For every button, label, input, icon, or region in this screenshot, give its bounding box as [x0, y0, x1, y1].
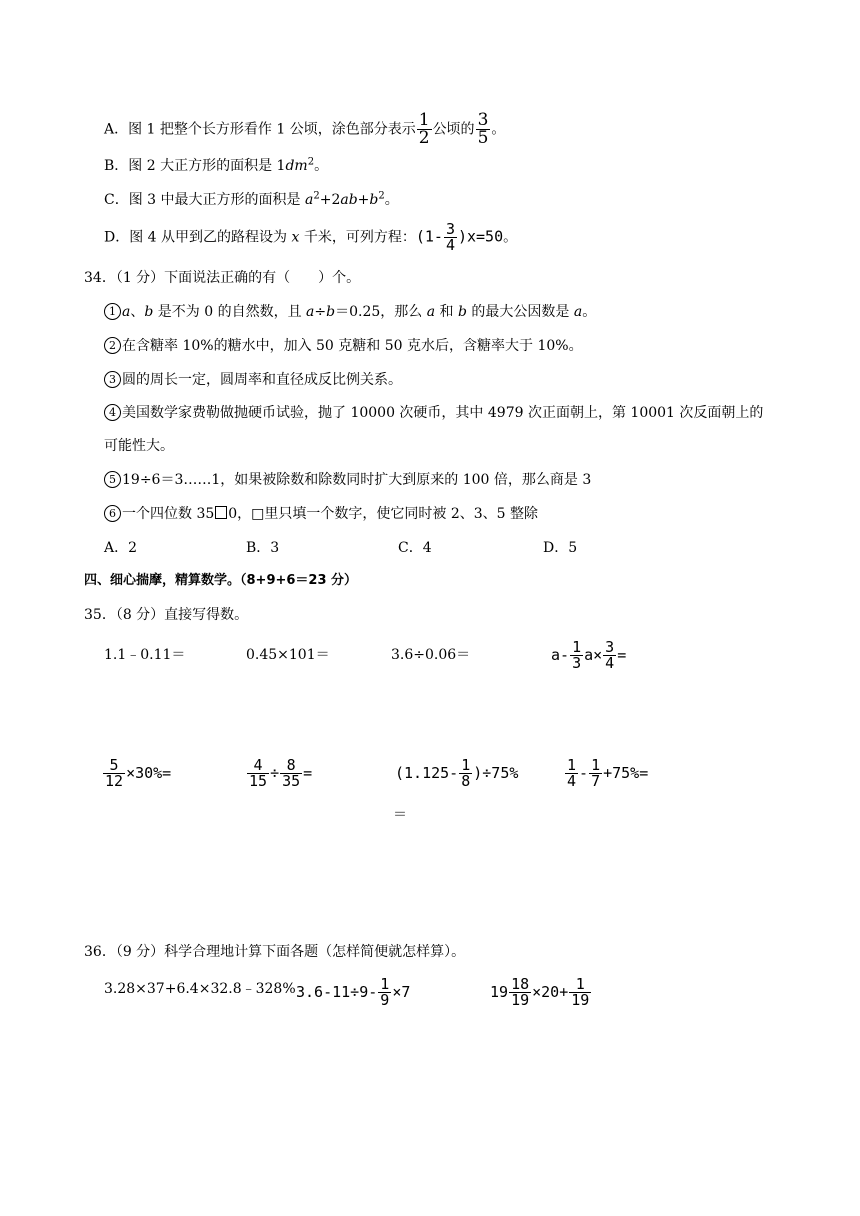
- statement-text: 19÷6＝3……1，如果被除数和除数同时扩大到原来的 100 倍，那么商是 3: [122, 472, 592, 488]
- q34-statement-1: [104, 302, 596, 322]
- statement-text: 圆的周长一定，圆周率和直径成反比例关系。: [122, 372, 402, 388]
- fraction-denominator: 4: [605, 654, 615, 672]
- fraction-numerator: 1: [567, 756, 577, 774]
- fraction-numerator: 4: [247, 758, 269, 774]
- fraction: [103, 758, 125, 789]
- expr-part: ×7: [392, 983, 411, 1001]
- var-a: a: [306, 304, 315, 320]
- q34-choice-d[interactable]: D．5: [543, 540, 578, 556]
- fraction: [378, 977, 391, 1008]
- expr-part: ÷: [270, 764, 280, 782]
- q33-option-d: [104, 222, 517, 253]
- fraction: [569, 977, 591, 1008]
- plus-2: +2: [319, 192, 341, 208]
- fraction: [565, 758, 578, 789]
- q34-statement-4-line2: 可能性大。: [104, 438, 174, 454]
- expr-part: a×: [584, 646, 603, 664]
- fraction-denominator: 12: [105, 772, 124, 790]
- fraction-denominator: 8: [461, 772, 471, 790]
- q34-choice-b[interactable]: B．3: [246, 540, 280, 556]
- expr-part: +75%=: [603, 764, 649, 782]
- fraction-numerator: 3: [445, 220, 455, 238]
- var-b: b: [144, 304, 154, 320]
- fraction-denominator: 35: [282, 772, 301, 790]
- fraction-numerator: 18: [511, 975, 530, 993]
- q35-expr-5: [102, 758, 171, 789]
- fraction-denominator: 4: [445, 236, 455, 254]
- q35-expr-8: [564, 758, 648, 789]
- option-d-end: 。: [503, 229, 518, 246]
- superscript: 2: [313, 190, 320, 202]
- circled-number: 2: [104, 337, 121, 354]
- superscript: 2: [307, 156, 315, 168]
- q36-header: 36．（9 分）科学合理地计算下面各题（怎样简便就怎样算）。: [84, 944, 466, 960]
- fraction: [247, 758, 269, 789]
- fraction: [280, 758, 302, 789]
- statement-text: 0，□里只填一个数字，使它同时被 2、3、5 整除: [228, 506, 539, 522]
- circled-number: 4: [104, 404, 121, 421]
- fraction: [570, 640, 583, 671]
- circled-number: 6: [104, 505, 121, 522]
- fraction: [459, 758, 472, 789]
- fraction-denominator: 4: [567, 772, 577, 790]
- fraction-numerator: 1: [569, 977, 591, 993]
- fraction-numerator: 1: [380, 975, 390, 993]
- q34-statement-2: [104, 336, 583, 356]
- expr-part: ×30%=: [126, 764, 172, 782]
- q34-header: 34．（1 分）下面说法正确的有（ ）个。: [84, 270, 361, 286]
- fraction-denominator: 7: [591, 772, 601, 790]
- superscript: 2: [378, 190, 385, 202]
- option-c-end: 。: [384, 192, 399, 208]
- fraction: [589, 758, 602, 789]
- fraction-numerator: 5: [103, 758, 125, 774]
- equation-part: (1-: [415, 227, 443, 246]
- q36-expr-3: [490, 977, 592, 1008]
- circled-number: 5: [104, 471, 121, 488]
- expr-part: =: [617, 646, 627, 664]
- text: 。: [582, 304, 597, 320]
- fraction-numerator: 1: [591, 756, 601, 774]
- option-a-text-mid: 公顷的: [432, 121, 475, 138]
- q34-statement-5: [104, 470, 591, 490]
- fraction-three-fifths: [476, 112, 491, 147]
- q35-expr-2: 0.45×101＝: [246, 647, 330, 663]
- fraction-denominator: 3: [572, 654, 582, 672]
- fraction: [509, 977, 531, 1008]
- var-a: a: [573, 304, 583, 320]
- text: 、: [130, 304, 145, 320]
- fraction-numerator: 1: [572, 638, 582, 656]
- statement-text: 在含糖率 10%的糖水中，加入 50 克糖和 50 克水后，含糖率大于 10%。: [122, 338, 583, 354]
- q34-statement-4: [104, 403, 763, 423]
- option-d-text-mid: 千米，可列方程：: [299, 229, 416, 246]
- q35-expr-7: [395, 758, 518, 789]
- q35-expr-7-equals: ＝: [393, 807, 407, 823]
- expr-part: (1.125-: [395, 764, 459, 782]
- fraction-denominator: 15: [249, 772, 268, 790]
- q33-option-c: [104, 190, 399, 210]
- q34-statement-6: [104, 504, 538, 524]
- expr-part: 3.6-11÷9-: [296, 983, 378, 1001]
- fraction-one-half: [417, 112, 432, 147]
- option-a-end: 。: [491, 121, 506, 138]
- q34-statement-3: [104, 370, 402, 390]
- fraction-denominator: 9: [380, 991, 390, 1009]
- q35-header: 35．（8 分）直接写得数。: [84, 607, 249, 623]
- expr-part: a-: [551, 646, 570, 664]
- expr-part: =: [303, 764, 313, 782]
- var-b: b: [458, 304, 467, 320]
- var-ab: ab: [340, 192, 358, 208]
- q33-option-a: [104, 112, 505, 147]
- var-x: x: [291, 229, 300, 246]
- var-b: b: [369, 192, 379, 208]
- fraction-denominator: 19: [511, 991, 530, 1009]
- var-a: a: [304, 192, 314, 208]
- fraction-numerator: 3: [477, 110, 489, 130]
- section-4-title: 四、细心揣摩，精算数学。（8+9+6＝23 分）: [84, 573, 358, 588]
- blank-box-icon: [215, 506, 227, 519]
- option-c-text: C．图 3 中最大正方形的面积是: [104, 192, 305, 208]
- text: 的最大公因数是: [466, 304, 574, 320]
- option-b-text: B．图 2 大正方形的面积是 1: [104, 158, 286, 174]
- q34-choice-c[interactable]: C．4: [398, 540, 432, 556]
- text: ＝0.25，那么: [335, 304, 427, 320]
- fraction-numerator: 1: [418, 110, 430, 130]
- text: 和: [435, 304, 458, 320]
- fraction-numerator: 8: [280, 758, 302, 774]
- circled-number: 3: [104, 371, 121, 388]
- fraction-denominator: 5: [477, 128, 489, 148]
- q35-expr-3: 3.6÷0.06＝: [391, 647, 471, 663]
- text: ÷: [314, 304, 327, 320]
- var-a: a: [426, 304, 436, 320]
- mixed-whole: 19: [490, 983, 509, 1001]
- option-a-text: A．图 1 把整个长方形看作 1 公顷，涂色部分表示: [104, 121, 416, 138]
- fraction-numerator: 1: [461, 756, 471, 774]
- fraction-numerator: 3: [605, 638, 615, 656]
- plus: +: [357, 192, 370, 208]
- q35-expr-4: [551, 640, 626, 671]
- expr-part: ×20+: [532, 983, 569, 1001]
- unit-dm: dm: [285, 158, 308, 174]
- var-a: a: [122, 304, 131, 320]
- fraction: [603, 640, 616, 671]
- option-d-text: D．图 4 从甲到乙的路程设为: [104, 229, 292, 246]
- expr-part: -: [579, 764, 589, 782]
- fraction-three-quarters: [444, 222, 457, 253]
- option-b-end: 。: [314, 158, 329, 174]
- statement-text: 一个四位数 35: [122, 506, 215, 522]
- text: 是不为 0 的自然数，且: [153, 304, 307, 320]
- q34-choice-a[interactable]: A．2: [104, 540, 138, 556]
- q33-option-b: [104, 156, 328, 176]
- q36-expr-1: 3.28×37+6.4×32.8﹣328%: [104, 981, 296, 997]
- statement-text: 美国数学家费勒做抛硬币试验，抛了 10000 次硬币，其中 4979 次正面朝上，第 10001 次反面朝上的: [122, 405, 764, 421]
- var-b: b: [326, 304, 336, 320]
- fraction-denominator: 2: [418, 128, 430, 148]
- expr-part: )÷75%: [473, 764, 519, 782]
- equation-part: )x=50: [457, 227, 504, 246]
- fraction-denominator: 19: [571, 991, 590, 1009]
- q35-expr-6: [246, 758, 312, 789]
- circled-number: 1: [104, 303, 121, 320]
- q36-expr-2: [296, 977, 410, 1008]
- q35-expr-1: 1.1﹣0.11＝: [104, 647, 186, 663]
